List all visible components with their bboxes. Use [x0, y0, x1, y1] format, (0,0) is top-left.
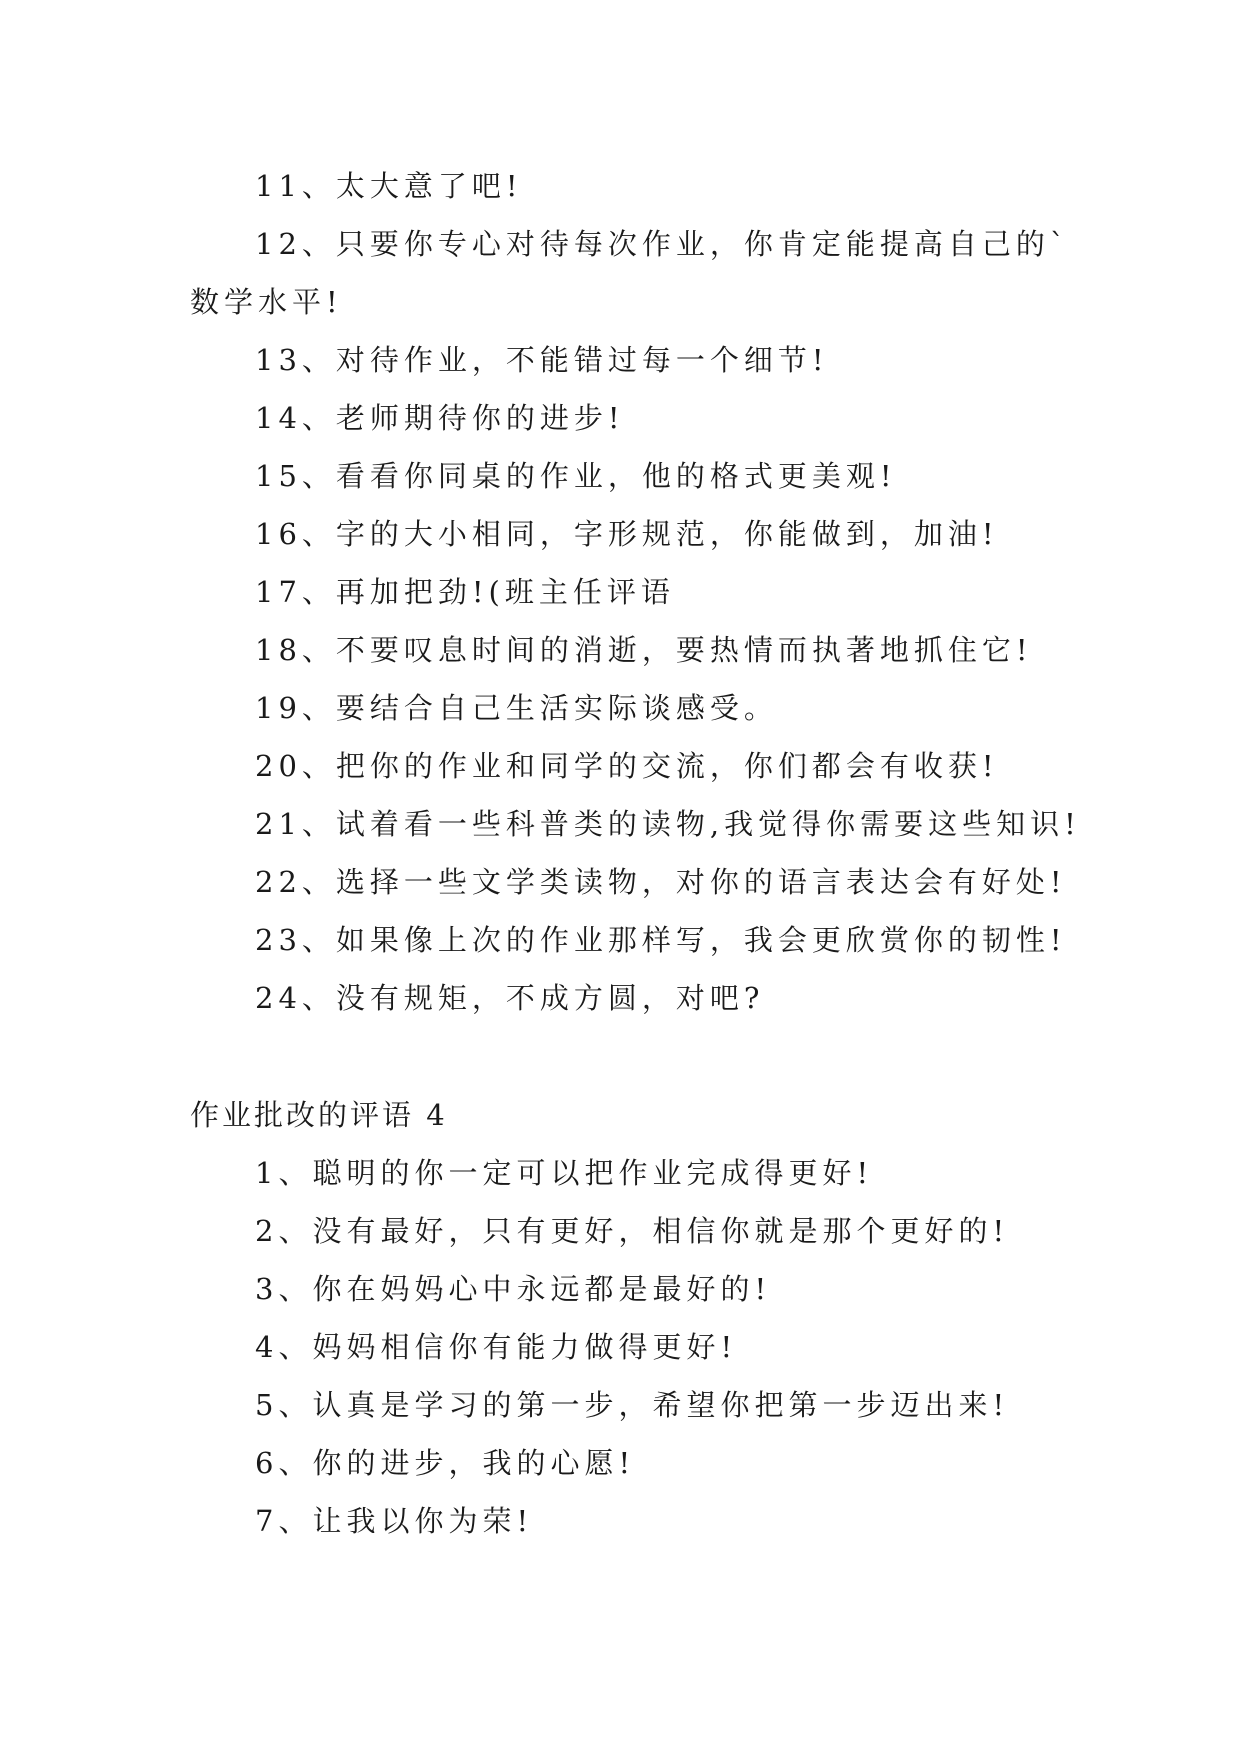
comment-13: 13、对待作业，不能错过每一个细节! — [255, 343, 829, 377]
comment-14: 14、老师期待你的进步! — [255, 401, 625, 435]
comment-20: 20、把你的作业和同学的交流，你们都会有收获! — [255, 749, 999, 783]
comment-1: 1、聪明的你一定可以把作业完成得更好! — [255, 1156, 874, 1190]
comment-21: 21、试着看一些科普类的读物,我觉得你需要这些知识! — [255, 807, 1081, 841]
comment-12-continuation: 数学水平! — [190, 285, 343, 319]
comment-23: 23、如果像上次的作业那样写，我会更欣赏你的韧性! — [255, 923, 1067, 957]
comment-11: 11、太大意了吧! — [255, 169, 523, 203]
comment-18: 18、不要叹息时间的消逝，要热情而执著地抓住它! — [255, 633, 1033, 667]
comment-22: 22、选择一些文学类读物，对你的语言表达会有好处! — [255, 865, 1067, 899]
comment-7: 7、让我以你为荣! — [255, 1504, 534, 1538]
comment-4: 4、妈妈相信你有能力做得更好! — [255, 1330, 738, 1364]
section-heading: 作业批改的评语 4 — [190, 1098, 448, 1132]
comment-2: 2、没有最好，只有更好，相信你就是那个更好的! — [255, 1214, 1010, 1248]
comment-17: 17、再加把劲!(班主任评语 — [255, 575, 675, 609]
comment-15: 15、看看你同桌的作业，他的格式更美观! — [255, 459, 897, 493]
comment-24: 24、没有规矩，不成方圆，对吧? — [255, 981, 765, 1015]
comment-3: 3、你在妈妈心中永远都是最好的! — [255, 1272, 772, 1306]
comment-16: 16、字的大小相同，字形规范，你能做到，加油! — [255, 517, 999, 551]
comment-6: 6、你的进步，我的心愿! — [255, 1446, 636, 1480]
comment-19: 19、要结合自己生活实际谈感受。 — [255, 691, 778, 725]
comment-12: 12、只要你专心对待每次作业，你肯定能提高自己的` — [255, 227, 1070, 261]
comment-5: 5、认真是学习的第一步，希望你把第一步迈出来! — [255, 1388, 1010, 1422]
